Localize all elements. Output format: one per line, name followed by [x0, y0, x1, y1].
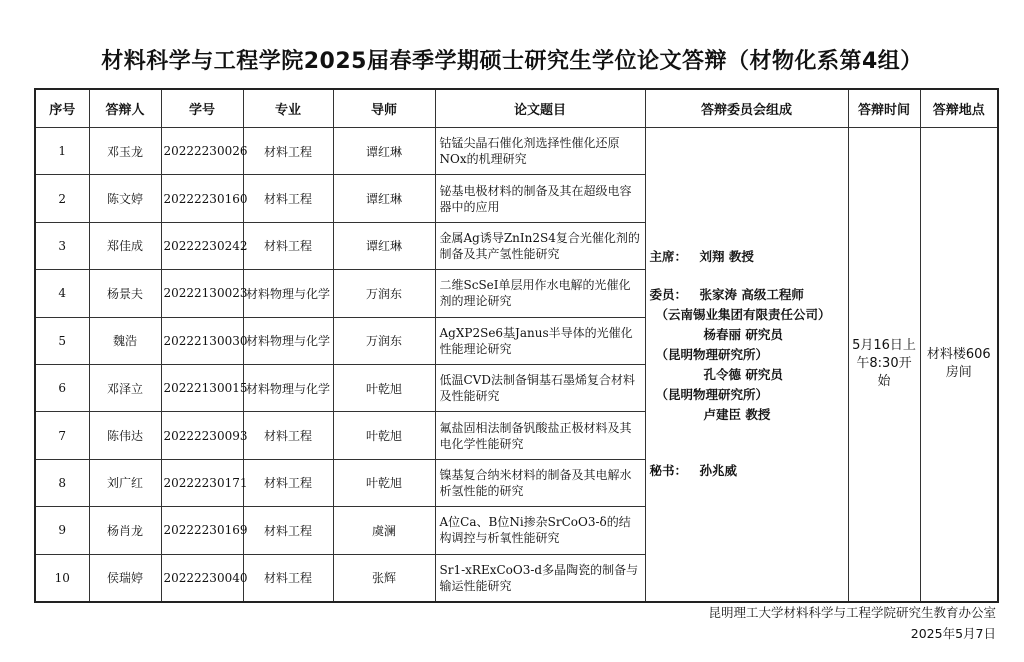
secretary-label: 秘书：: [649, 463, 688, 479]
row-number: 5: [35, 317, 89, 364]
member-3-org: （昆明物理研究所）: [655, 387, 769, 403]
header-cell: 答辩地点: [920, 89, 998, 128]
thesis-title: 镍基复合纳米材料的制备及其电解水析氢性能的研究: [435, 459, 645, 506]
major: 材料工程: [243, 175, 333, 222]
thesis-title: 铋基电极材料的制备及其在超级电容器中的应用: [435, 175, 645, 222]
row-number: 10: [35, 554, 89, 602]
advisor: 虞澜: [333, 507, 435, 554]
student-name: 魏浩: [89, 317, 161, 364]
row-number: 3: [35, 222, 89, 269]
student-name: 陈文婷: [89, 175, 161, 222]
thesis-title: 钴锰尖晶石催化剂选择性催化还原NOx的机理研究: [435, 128, 645, 175]
thesis-title: 氟盐固相法制备钒酸盐正极材料及其电化学性能研究: [435, 412, 645, 459]
row-number: 9: [35, 507, 89, 554]
header-cell: 专业: [243, 89, 333, 128]
header-cell: 学号: [161, 89, 243, 128]
student-name: 邓泽立: [89, 364, 161, 411]
student-id: 20222230093: [161, 412, 243, 459]
defense-place: 材料楼606房间: [920, 128, 998, 602]
page-title: 材料科学与工程学院2025届春季学期硕士研究生学位论文答辩（材物化系第4组）: [101, 49, 923, 74]
student-name: 侯瑞婷: [89, 554, 161, 602]
major: 材料物理与化学: [243, 317, 333, 364]
table-header-row: [35, 89, 998, 128]
major: 材料工程: [243, 554, 333, 602]
secretary-name: 孙兆威: [699, 463, 738, 479]
member-2: 杨春丽 研究员: [703, 327, 783, 343]
student-id: 20222230242: [161, 222, 243, 269]
issue-date: 2025年5月7日: [910, 626, 996, 641]
advisor: 万润东: [333, 270, 435, 317]
row-number: 7: [35, 412, 89, 459]
major: 材料工程: [243, 128, 333, 175]
member-4: 卢建臣 教授: [703, 407, 771, 423]
major: 材料工程: [243, 459, 333, 506]
thesis-title: 金属Ag诱导ZnIn2S4复合光催化剂的制备及其产氢性能研究: [435, 222, 645, 269]
student-id: 20222230171: [161, 459, 243, 506]
header-cell: 答辩时间: [848, 89, 920, 128]
row-number: 6: [35, 364, 89, 411]
advisor: 谭红琳: [333, 175, 435, 222]
student-id: 20222130015: [161, 364, 243, 411]
header-cell: 序号: [35, 89, 89, 128]
major: 材料工程: [243, 222, 333, 269]
chair-name: 刘翔 教授: [699, 249, 754, 265]
major: 材料工程: [243, 507, 333, 554]
major: 材料物理与化学: [243, 270, 333, 317]
advisor: 张辉: [333, 554, 435, 602]
defense-time: 5月16日上午8:30开始: [848, 128, 920, 602]
committee-secretary-line: [650, 461, 844, 481]
student-name: 郑佳成: [89, 222, 161, 269]
row-number: 1: [35, 128, 89, 175]
issuing-office: 昆明理工大学材料科学与工程学院研究生教育办公室: [708, 605, 996, 620]
header-cell: 答辩人: [89, 89, 161, 128]
advisor: 谭红琳: [333, 222, 435, 269]
thesis-title: 二维ScSeI单层用作水电解的光催化剂的理论研究: [435, 270, 645, 317]
row-number: 4: [35, 270, 89, 317]
row-number: 2: [35, 175, 89, 222]
student-id: 20222230169: [161, 507, 243, 554]
student-id: 20222130030: [161, 317, 243, 364]
advisor: 谭红琳: [333, 128, 435, 175]
advisor: 叶乾旭: [333, 412, 435, 459]
thesis-title: AgXP2Se6基Janus半导体的光催化性能理论研究: [435, 317, 645, 364]
student-id: 20222230026: [161, 128, 243, 175]
student-id: 20222130023: [161, 270, 243, 317]
member-1-org: （云南锡业集团有限责任公司）: [655, 307, 831, 323]
defense-schedule-table: [34, 88, 999, 603]
committee-chair-line: [650, 247, 844, 267]
student-id: 20222230160: [161, 175, 243, 222]
thesis-title: A位Ca、B位Ni掺杂SrCoO3-δ的结构调控与析氧性能研究: [435, 507, 645, 554]
table-row: [35, 128, 998, 175]
header-cell: 论文题目: [435, 89, 645, 128]
header-cell: 答辩委员会组成: [645, 89, 848, 128]
header-cell: 导师: [333, 89, 435, 128]
chair-label: 主席：: [649, 249, 688, 265]
member-1: 张家涛 高级工程师: [699, 287, 804, 303]
members-label: 委员：: [649, 287, 688, 303]
major: 材料工程: [243, 412, 333, 459]
student-name: 邓玉龙: [89, 128, 161, 175]
advisor: 叶乾旭: [333, 364, 435, 411]
thesis-title: Sr1-xRExCoO3-d多晶陶瓷的制备与输运性能研究: [435, 554, 645, 602]
committee-member-line: [650, 285, 844, 305]
advisor: 万润东: [333, 317, 435, 364]
member-3: 孔令德 研究员: [703, 367, 783, 383]
student-name: 陈伟达: [89, 412, 161, 459]
student-name: 刘广红: [89, 459, 161, 506]
committee-cell: [645, 128, 848, 602]
student-name: 杨肖龙: [89, 507, 161, 554]
row-number: 8: [35, 459, 89, 506]
advisor: 叶乾旭: [333, 459, 435, 506]
student-name: 杨景夫: [89, 270, 161, 317]
thesis-title: 低温CVD法制备铜基石墨烯复合材料及性能研究: [435, 364, 645, 411]
student-id: 20222230040: [161, 554, 243, 602]
member-2-org: （昆明物理研究所）: [655, 347, 769, 363]
major: 材料物理与化学: [243, 364, 333, 411]
